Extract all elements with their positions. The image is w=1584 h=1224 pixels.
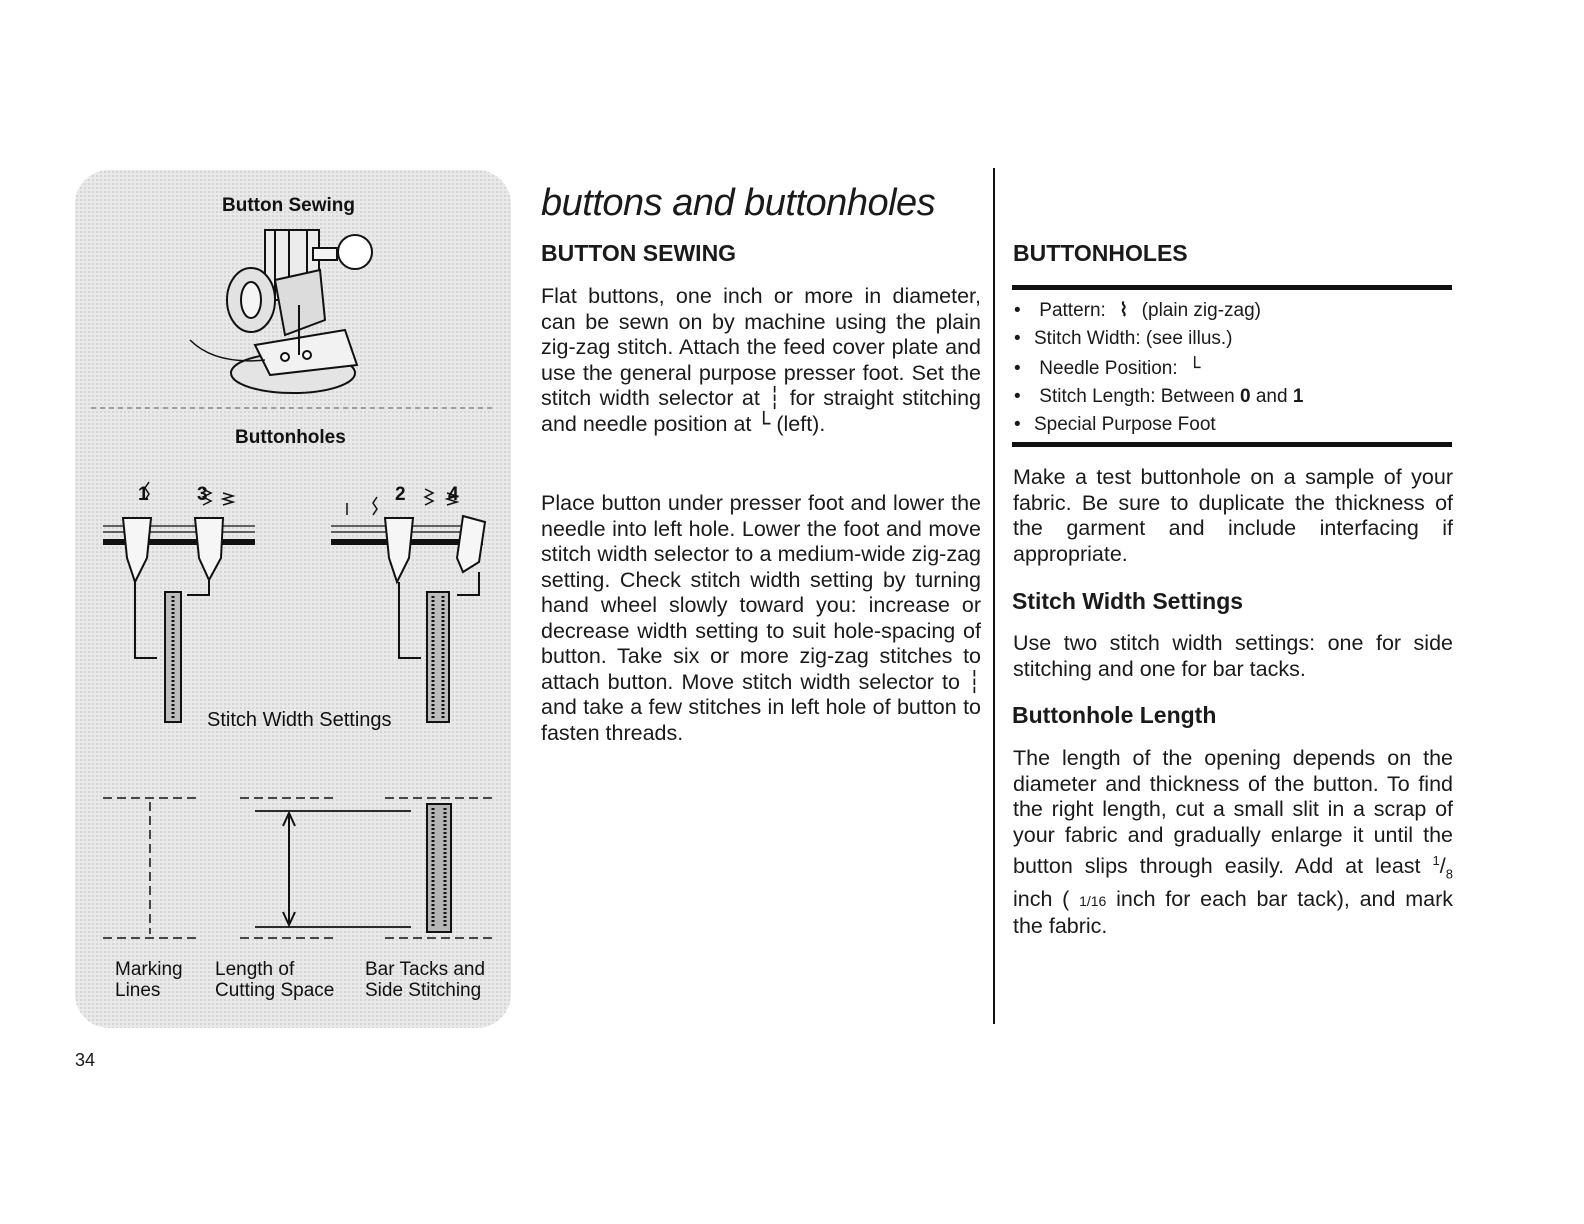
- zigzag-pattern-icon: ⌇: [1119, 299, 1129, 321]
- presser-foot-drawing: [190, 230, 372, 393]
- button-sewing-paragraph-2: Place button under presser foot and lower the needle into left hole. Lower the foot and move stitch width selector to a medium-wide zig-zag setting. Check stitch width setting by turning hand wheel slowly toward you: increase or decrease width setting to suit hole-spacing of button. Take six or more zig-zag stitches to attach button. Move stitch width selector to ┆ and take a few stitches in left hole of button to fasten threads.: [541, 491, 981, 745]
- button-sewing-heading: BUTTON SEWING: [541, 240, 737, 266]
- spec-pattern: • Pattern: ⌇ (plain zig-zag): [1014, 296, 1454, 325]
- buttonholes-label: Buttonholes: [235, 427, 346, 448]
- button-sewing-label: Button Sewing: [222, 195, 355, 216]
- straight-stitch-icon: ┆: [968, 669, 981, 695]
- specs-top-rule: [1012, 285, 1452, 290]
- buttonhole-specs-list: [1014, 296, 1454, 439]
- marking-lines-caption: Marking Lines: [115, 959, 183, 1001]
- illustration-panel: [75, 170, 511, 1028]
- spec-foot: • Special Purpose Foot: [1014, 411, 1454, 439]
- step-number-3: 3: [197, 484, 208, 505]
- buttonhole-diagram-right: [331, 489, 485, 722]
- button-sewing-paragraph-1: Flat buttons, one inch or more in diameter, can be sewn on by machine using the plain zig-zag stitch. Attach the feed cover plate and use the general purpose presser foot. Set the stitch width selector at ┆ for straight stitching and needle position at └ (left).: [541, 284, 981, 437]
- step-number-4: 4: [448, 484, 459, 505]
- needle-left-position-icon: └: [1188, 356, 1201, 379]
- spec-needle: • Needle Position: └: [1014, 354, 1454, 383]
- bar-tacks-caption: Bar Tacks and Side Stitching: [365, 959, 486, 1001]
- spec-width: • Stitch Width: (see illus.): [1014, 325, 1454, 353]
- cutting-space-caption: Length of Cutting Space: [215, 959, 335, 1001]
- buttonholes-intro: Make a test buttonhole on a sample of your fabric. Be sure to duplicate the thickness of the garment and include interfacing if appropriate.: [1013, 465, 1453, 566]
- needle-left-position-icon: └: [757, 411, 771, 437]
- step-number-2: 2: [395, 484, 406, 505]
- stitch-width-text: Use two stitch width settings: one for side stitching and one for bar tacks.: [1013, 631, 1453, 681]
- illustration-drawings: [75, 170, 511, 1028]
- spec-length: • Stitch Length: Between 0 and 1: [1014, 383, 1454, 411]
- page-title: buttons and buttonholes: [541, 182, 936, 224]
- stitch-width-heading: Stitch Width Settings: [1012, 588, 1244, 614]
- step-number-1: 1: [138, 484, 149, 505]
- straight-stitch-icon: ┆: [768, 386, 782, 411]
- page-number: 34: [75, 1050, 96, 1070]
- stitch-width-settings-label: Stitch Width Settings: [207, 709, 392, 731]
- specs-bottom-rule: [1012, 442, 1452, 447]
- buttonhole-length-heading: Buttonhole Length: [1012, 702, 1217, 728]
- buttonhole-layout-diagram: [103, 798, 493, 938]
- buttonhole-diagram-left: [103, 482, 255, 722]
- column-divider: [993, 168, 995, 1024]
- buttonhole-length-text: The length of the opening depends on the diameter and thickness of the button. To find the right length, cut a small slit in a scrap of your fabric and gradually enlarge it until the button slips through easily. Add at least $^1/_8$ inch ( 1/16 inch for each bar tack), and mark the fabric.: [1013, 746, 1453, 939]
- buttonholes-heading: BUTTONHOLES: [1013, 240, 1188, 266]
